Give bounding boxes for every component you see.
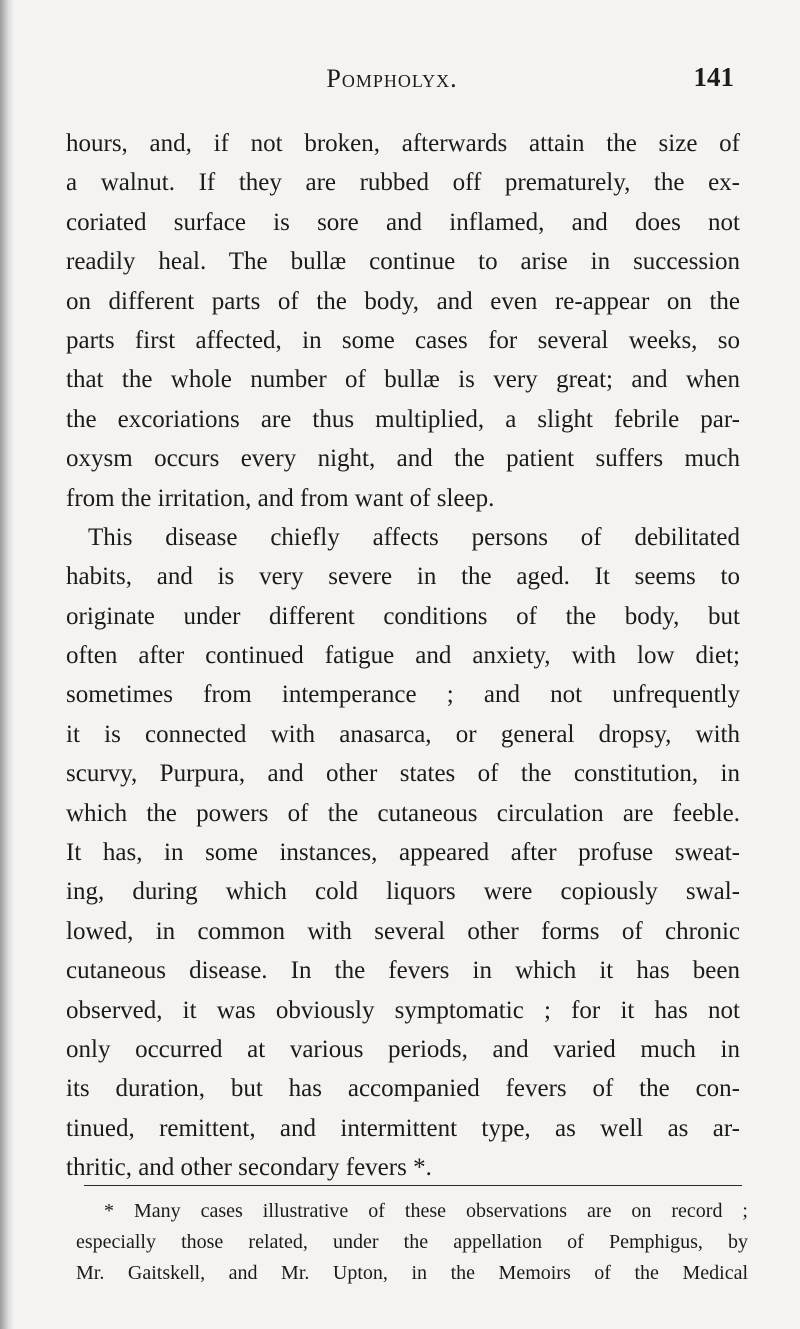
text-line: only occurred at various periods, and varied much in xyxy=(66,1035,740,1063)
text-line: parts first affected, in some cases for several weeks, so xyxy=(66,326,740,354)
text-line: sometimes from intemperance ; and not unfrequently xyxy=(66,681,740,709)
paragraph-end-line: from the irritation, and from want of sleep. xyxy=(66,484,495,512)
footnote-line: * Many cases illustrative of these observations are on record ; xyxy=(104,1200,748,1222)
paragraph-end-line: thritic, and other secondary fevers *. xyxy=(66,1154,432,1182)
text-line: hours, and, if not broken, afterwards attain the size of xyxy=(66,130,740,157)
text-line: ing, during which cold liquors were copiously swal- xyxy=(66,878,740,906)
text-line: It has, in some instances, appeared after profuse sweat- xyxy=(66,839,740,867)
text-line: tinued, remittent, and intermittent type, as well as ar- xyxy=(66,1114,740,1142)
text-line: on different parts of the body, and even re-appear on the xyxy=(66,287,740,315)
page-header xyxy=(64,62,740,102)
text-line: often after continued fatigue and anxiety, with low diet; xyxy=(66,642,740,670)
text-line: scurvy, Purpura, and other states of the constitution, in xyxy=(66,760,740,788)
footnote-rule xyxy=(84,1185,742,1186)
text-line: its duration, but has accompanied fevers of the con- xyxy=(66,1075,740,1103)
text-line: oxysm occurs every night, and the patient suffers much xyxy=(66,445,740,473)
footnote xyxy=(76,1196,748,1289)
text-line: lowed, in common with several other forms of chronic xyxy=(66,917,740,945)
text-line: that the whole number of bullæ is very great; and when xyxy=(66,366,740,394)
running-head: Pompholyx. xyxy=(326,64,458,93)
text-line: coriated surface is sore and inflamed, and does not xyxy=(66,208,740,236)
text-line: originate under different conditions of the body, but xyxy=(66,602,740,630)
body-text xyxy=(66,124,740,1188)
text-line: the excoriations are thus multiplied, a slight febrile par- xyxy=(66,405,740,433)
binding-shadow xyxy=(0,0,14,1329)
text-line: which the powers of the cutaneous circulation are feeble. xyxy=(66,799,740,827)
footnote-line: especially those related, under the appellation of Pemphigus, by xyxy=(76,1231,748,1253)
text-line: observed, it was obviously symptomatic ; for it has not xyxy=(66,996,740,1024)
text-line: it is connected with anasarca, or general dropsy, with xyxy=(66,720,740,748)
text-line: readily heal. The bullæ continue to arise in succession xyxy=(66,248,740,276)
text-line: habits, and is very severe in the aged. It seems to xyxy=(66,563,740,591)
footnote-line: Mr. Gaitskell, and Mr. Upton, in the Memoirs of the Medical xyxy=(76,1262,748,1284)
paragraph-start-line: This disease chiefly affects persons of debilitated xyxy=(88,523,740,551)
page-number: 141 xyxy=(693,62,734,92)
text-line: a walnut. If they are rubbed off prematurely, the ex- xyxy=(66,169,740,197)
text-line: cutaneous disease. In the fevers in which it has been xyxy=(66,957,740,985)
